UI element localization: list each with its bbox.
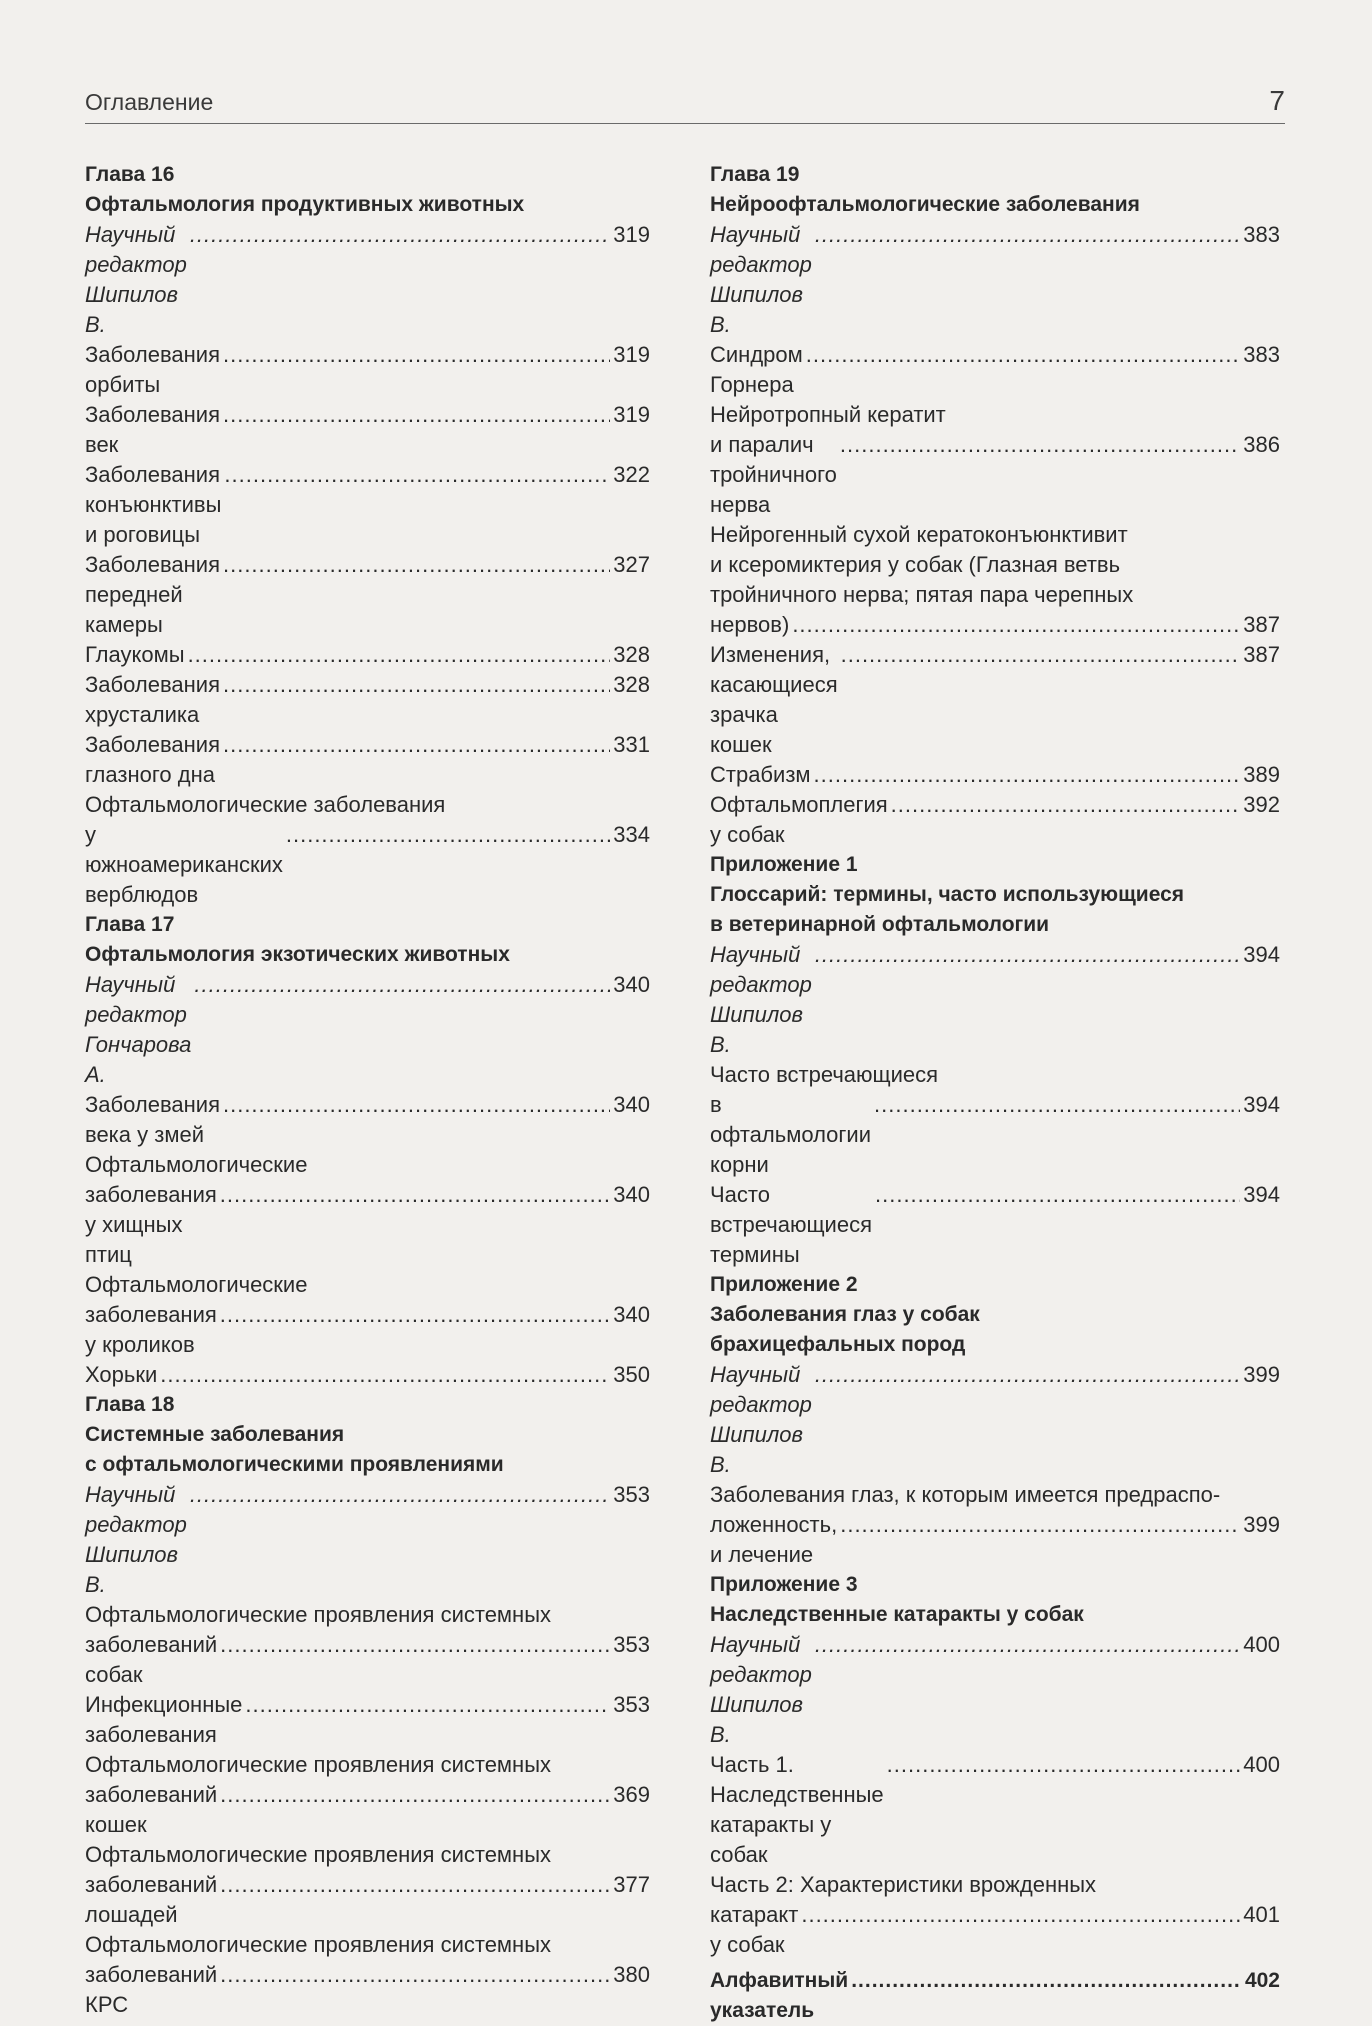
dot-leader	[815, 1630, 1240, 1660]
dot-leader	[190, 220, 610, 250]
toc-entry-line	[85, 670, 650, 730]
dot-leader	[286, 820, 610, 850]
toc-entry-line	[85, 220, 650, 340]
dot-leader	[188, 640, 611, 670]
toc-entry-text: Офтальмологические	[85, 1272, 308, 1297]
toc-entry-text: Часть 2: Характеристики врожденных	[710, 1872, 1097, 1897]
toc-entry-text: заболеваний лошадей	[85, 1872, 218, 1927]
toc-entry[interactable]	[85, 1750, 650, 1840]
toc-editor-entry[interactable]	[710, 220, 1280, 340]
page-header	[85, 85, 1285, 124]
toc-entry-text: в офтальмологии корни	[710, 1092, 872, 1177]
toc-entry-text: Страбизм	[710, 762, 811, 787]
toc-entry-text: Часть 1. Наследственные катаракты у собак	[710, 1752, 884, 1867]
toc-entry[interactable]	[85, 1270, 650, 1360]
toc-entry-text: Офтальмологические	[85, 1152, 308, 1177]
toc-entry-text: Алфавитный указатель	[710, 1969, 849, 2022]
toc-page-number: 353	[613, 1632, 650, 1657]
dot-leader	[223, 340, 610, 370]
toc-page-number: 383	[1243, 342, 1280, 367]
toc-entry[interactable]	[85, 1090, 650, 1150]
page-number: 7	[1269, 85, 1285, 116]
dot-leader	[815, 940, 1240, 970]
chapter-label: Приложение 2	[710, 1273, 858, 1296]
dot-leader	[840, 1510, 1240, 1540]
dot-leader	[841, 640, 1241, 670]
toc-entry-line	[85, 1180, 650, 1270]
toc-entry[interactable]	[710, 760, 1280, 790]
dot-leader	[874, 1090, 1240, 1120]
toc-entry-line	[710, 640, 1280, 760]
toc-page-number: 394	[1243, 1182, 1280, 1207]
dot-leader	[806, 340, 1241, 370]
toc-entry[interactable]	[710, 340, 1280, 400]
dot-leader	[815, 1360, 1240, 1390]
toc-entry[interactable]	[85, 640, 650, 670]
toc-entry[interactable]	[85, 730, 650, 790]
toc-entry-text: катаракт у собак	[710, 1902, 799, 1957]
toc-entry-text: нервов)	[710, 612, 790, 637]
toc-entry-text: заболеваний кошек	[85, 1782, 218, 1837]
toc-entry[interactable]	[710, 1180, 1280, 1270]
toc-page-number: 340	[613, 972, 650, 997]
toc-section	[85, 910, 650, 1390]
toc-entry-text: Офтальмологические проявления системных	[85, 1752, 552, 1777]
toc-editor-entry[interactable]	[710, 940, 1280, 1060]
toc-page-number: 340	[613, 1302, 650, 1327]
toc-page-number: 377	[613, 1872, 650, 1897]
dot-leader	[220, 1870, 610, 1900]
toc-entry-text: Офтальмологические проявления системных	[85, 1842, 552, 1867]
toc-section	[85, 160, 650, 910]
dot-leader	[887, 1750, 1241, 1780]
toc-entry-line	[85, 1360, 650, 1390]
toc-page-number: 383	[1243, 222, 1280, 247]
toc-section	[710, 1966, 1280, 2026]
toc-section	[85, 1390, 650, 2020]
toc-entry-text: Заболевания век	[85, 402, 220, 457]
toc-entry-text: Научный редактор Шипилов В.	[710, 942, 812, 1057]
toc-entry-line	[85, 1630, 650, 1690]
toc-section	[710, 160, 1280, 850]
toc-entry-line	[710, 1180, 1280, 1270]
toc-entry-text: Заболевания глаз, к которым имеется предраспо-	[710, 1482, 1221, 1507]
dot-leader	[220, 1960, 610, 1990]
toc-entry[interactable]	[85, 460, 650, 550]
toc-entry-line	[85, 1300, 650, 1360]
toc-entry[interactable]	[85, 1600, 650, 1690]
dot-leader	[801, 1900, 1240, 1930]
toc-entry[interactable]	[710, 1966, 1280, 2026]
toc-entry-text: Научный редактор Шипилов В.	[85, 222, 187, 337]
toc-entry[interactable]	[710, 1480, 1280, 1570]
dot-leader	[224, 460, 610, 490]
toc-entry-line	[85, 400, 650, 460]
toc-page-number: 340	[613, 1182, 650, 1207]
toc-entry-line	[85, 730, 650, 790]
toc-entry-text: Изменения, касающиеся зрачка кошек	[710, 642, 838, 757]
toc-entry-text: Часто встречающиеся термины	[710, 1182, 872, 1267]
toc-entry-line	[85, 1480, 650, 1600]
toc-entry[interactable]	[85, 400, 650, 460]
chapter-title: Наследственные катаракты у собак	[710, 1603, 1084, 1626]
toc-page-number: 394	[1243, 942, 1280, 967]
toc-entry-text: Заболевания глазного дна	[85, 732, 220, 787]
toc-page-number: 331	[613, 732, 650, 757]
chapter-label: Глава 16	[85, 163, 175, 186]
toc-entry-text: Научный редактор Гончарова А.	[85, 972, 192, 1087]
dot-leader	[851, 1966, 1242, 1996]
toc-entry[interactable]	[85, 340, 650, 400]
toc-entry-line	[85, 1690, 650, 1750]
toc-entry[interactable]	[85, 1360, 650, 1390]
toc-entry-text: Офтальмологические заболевания	[85, 792, 446, 817]
toc-entry-text: заболеваний КРС	[85, 1962, 218, 2017]
toc-entry-text: заболеваний собак	[85, 1632, 218, 1687]
toc-entry-line	[85, 1960, 650, 2020]
toc-page-number: 353	[613, 1692, 650, 1717]
dot-leader	[245, 1690, 610, 1720]
toc-entry-text: Нейрогенный сухой кератоконъюнктивит	[710, 522, 1128, 547]
toc-entry-line	[710, 1750, 1280, 1870]
toc-entry-text: Заболевания конъюнктивы и роговицы	[85, 462, 222, 547]
toc-page-number: 350	[613, 1362, 650, 1387]
toc-section	[710, 1570, 1280, 1960]
toc-entry-text: Научный редактор Шипилов В.	[710, 1362, 812, 1477]
chapter-title: Глоссарий: термины, часто использующиеся	[710, 883, 1185, 906]
chapter-title: в ветеринарной офтальмологии	[710, 913, 1050, 936]
running-title: Оглавление	[85, 89, 214, 115]
toc-page-number: 353	[613, 1482, 650, 1507]
toc-page-number: 319	[613, 222, 650, 247]
dot-leader	[223, 550, 610, 580]
chapter-title: брахицефальных пород	[710, 1333, 966, 1356]
toc-page-number: 399	[1243, 1512, 1280, 1537]
chapter-label: Приложение 1	[710, 853, 858, 876]
toc-entry[interactable]	[85, 670, 650, 730]
toc-entry-text: Офтальмологические проявления системных	[85, 1602, 552, 1627]
toc-editor-entry[interactable]	[85, 220, 650, 340]
toc-entry-line	[710, 220, 1280, 340]
chapter-label: Глава 17	[85, 913, 175, 936]
chapter-title: с офтальмологическими проявлениями	[85, 1453, 504, 1476]
toc-section	[710, 1270, 1280, 1570]
toc-entry-text: Научный редактор Шипилов В.	[710, 222, 812, 337]
toc-entry-line	[85, 820, 650, 910]
toc-entry-text: Научный редактор Шипилов В.	[710, 1632, 812, 1747]
toc-page-number: 322	[613, 462, 650, 487]
toc-entry[interactable]	[85, 1150, 650, 1270]
toc-entry[interactable]	[710, 1870, 1280, 1960]
chapter-title: Нейроофтальмологические заболевания	[710, 193, 1140, 216]
toc-entry-text: Заболевания хрусталика	[85, 672, 220, 727]
toc-page-number: 387	[1243, 612, 1280, 637]
toc-page-number: 389	[1243, 762, 1280, 787]
toc-entry-text: Хорьки	[85, 1362, 158, 1387]
dot-leader	[220, 1630, 610, 1660]
dot-leader	[815, 220, 1240, 250]
dot-leader	[223, 670, 610, 700]
chapter-title: Офтальмология продуктивных животных	[85, 193, 525, 216]
toc-page-number: 401	[1243, 1902, 1280, 1927]
toc-page-number: 399	[1243, 1362, 1280, 1387]
toc-entry-text: заболевания у хищных птиц	[85, 1182, 217, 1267]
toc-left-column	[85, 160, 650, 2020]
toc-entry[interactable]	[85, 790, 650, 910]
toc-entry-text: заболевания у кроликов	[85, 1302, 217, 1357]
toc-entry-line	[710, 1966, 1280, 2026]
toc-entry[interactable]	[710, 400, 1280, 520]
toc-entry-text: Часто встречающиеся	[710, 1062, 939, 1087]
toc-entry-line	[85, 340, 650, 400]
toc-entry-line	[710, 340, 1280, 400]
toc-page-number: 328	[613, 642, 650, 667]
toc-entry-line	[710, 940, 1280, 1060]
toc-entry[interactable]	[710, 1750, 1280, 1870]
toc-entry-line	[85, 1780, 650, 1840]
toc-entry-line	[85, 970, 650, 1090]
toc-entry-line	[85, 550, 650, 640]
chapter-title: Заболевания глаз у собак	[710, 1303, 980, 1326]
toc-entry-text: Нейротропный кератит	[710, 402, 946, 427]
toc-page-number: 327	[613, 552, 650, 577]
toc-page-number: 400	[1243, 1752, 1280, 1777]
toc-page-number: 340	[613, 1092, 650, 1117]
dot-leader	[220, 1780, 610, 1810]
toc-page-number: 328	[613, 672, 650, 697]
toc-entry-text: Офтальмоплегия у собак	[710, 792, 888, 847]
toc-editor-entry[interactable]	[710, 1360, 1280, 1480]
chapter-title: Офтальмология экзотических животных	[85, 943, 510, 966]
chapter-label: Глава 18	[85, 1393, 175, 1416]
toc-entry-text: Офтальмологические проявления системных	[85, 1932, 552, 1957]
toc-entry-line	[85, 460, 650, 550]
dot-leader	[223, 1090, 610, 1120]
toc-entry-text: Заболевания орбиты	[85, 342, 220, 397]
chapter-label: Глава 19	[710, 163, 800, 186]
dot-leader	[814, 760, 1241, 790]
toc-entry[interactable]	[85, 1840, 650, 1930]
toc-entry[interactable]	[85, 1690, 650, 1750]
chapter-label: Приложение 3	[710, 1573, 858, 1596]
toc-entry-text: тройничного нерва; пятая пара черепных	[710, 582, 1134, 607]
toc-entry-line	[710, 1360, 1280, 1480]
toc-entry[interactable]	[710, 790, 1280, 850]
toc-page-number: 386	[1243, 432, 1280, 457]
toc-entry-line	[710, 790, 1280, 850]
toc-entry-line	[710, 1510, 1280, 1570]
dot-leader	[840, 430, 1240, 460]
toc-entry-line	[710, 430, 1280, 520]
dot-leader	[160, 1360, 610, 1390]
toc-entry-line	[85, 640, 650, 670]
toc-entry-text: Заболевания века у змей	[85, 1092, 220, 1147]
toc-entry[interactable]	[85, 1930, 650, 2020]
toc-entry-text: Глаукомы	[85, 642, 185, 667]
toc-entry-line	[710, 760, 1280, 790]
toc-right-column	[710, 160, 1280, 2026]
dot-leader	[194, 970, 610, 1000]
toc-page-number: 387	[1243, 642, 1280, 667]
toc-entry-line	[710, 1900, 1280, 1960]
toc-page-number: 402	[1244, 1969, 1280, 1992]
chapter-title: Системные заболевания	[85, 1423, 345, 1446]
dot-leader	[875, 1180, 1240, 1210]
dot-leader	[891, 790, 1241, 820]
dot-leader	[190, 1480, 610, 1510]
toc-entry-text: Синдром Горнера	[710, 342, 803, 397]
toc-page-number: 319	[613, 342, 650, 367]
toc-entry-text: Научный редактор Шипилов В.	[85, 1482, 187, 1597]
toc-entry-line	[85, 1870, 650, 1930]
toc-entry-line	[85, 1090, 650, 1150]
toc-section	[710, 850, 1280, 1270]
toc-page-number: 394	[1243, 1092, 1280, 1117]
dot-leader	[220, 1300, 611, 1330]
toc-page-number: 319	[613, 402, 650, 427]
dot-leader	[220, 1180, 611, 1210]
toc-entry-text: Заболевания передней камеры	[85, 552, 220, 637]
toc-entry-text: ложенность, и лечение	[710, 1512, 838, 1567]
toc-page-number: 400	[1243, 1632, 1280, 1657]
toc-editor-entry[interactable]	[85, 1480, 650, 1600]
toc-entry-line	[710, 1090, 1280, 1180]
toc-entry-line	[710, 610, 1280, 640]
toc-page-number: 334	[613, 822, 650, 847]
toc-page-number: 392	[1243, 792, 1280, 817]
toc-entry-text: и ксеромиктерия у собак (Глазная ветвь	[710, 552, 1121, 577]
toc-entry-line	[710, 1630, 1280, 1750]
toc-editor-entry[interactable]	[85, 970, 650, 1090]
dot-leader	[792, 610, 1240, 640]
dot-leader	[223, 400, 610, 430]
toc-page-number: 369	[613, 1782, 650, 1807]
toc-entry-text: у южноамериканских верблюдов	[85, 822, 283, 907]
toc-editor-entry[interactable]	[710, 1630, 1280, 1750]
toc-entry[interactable]	[710, 1060, 1280, 1180]
toc-entry[interactable]	[710, 640, 1280, 760]
toc-page-number: 380	[613, 1962, 650, 1987]
toc-entry-text: и паралич тройничного нерва	[710, 432, 837, 517]
dot-leader	[223, 730, 610, 760]
toc-entry[interactable]	[710, 520, 1280, 640]
toc-entry[interactable]	[85, 550, 650, 640]
toc-entry-text: Инфекционные заболевания	[85, 1692, 243, 1747]
